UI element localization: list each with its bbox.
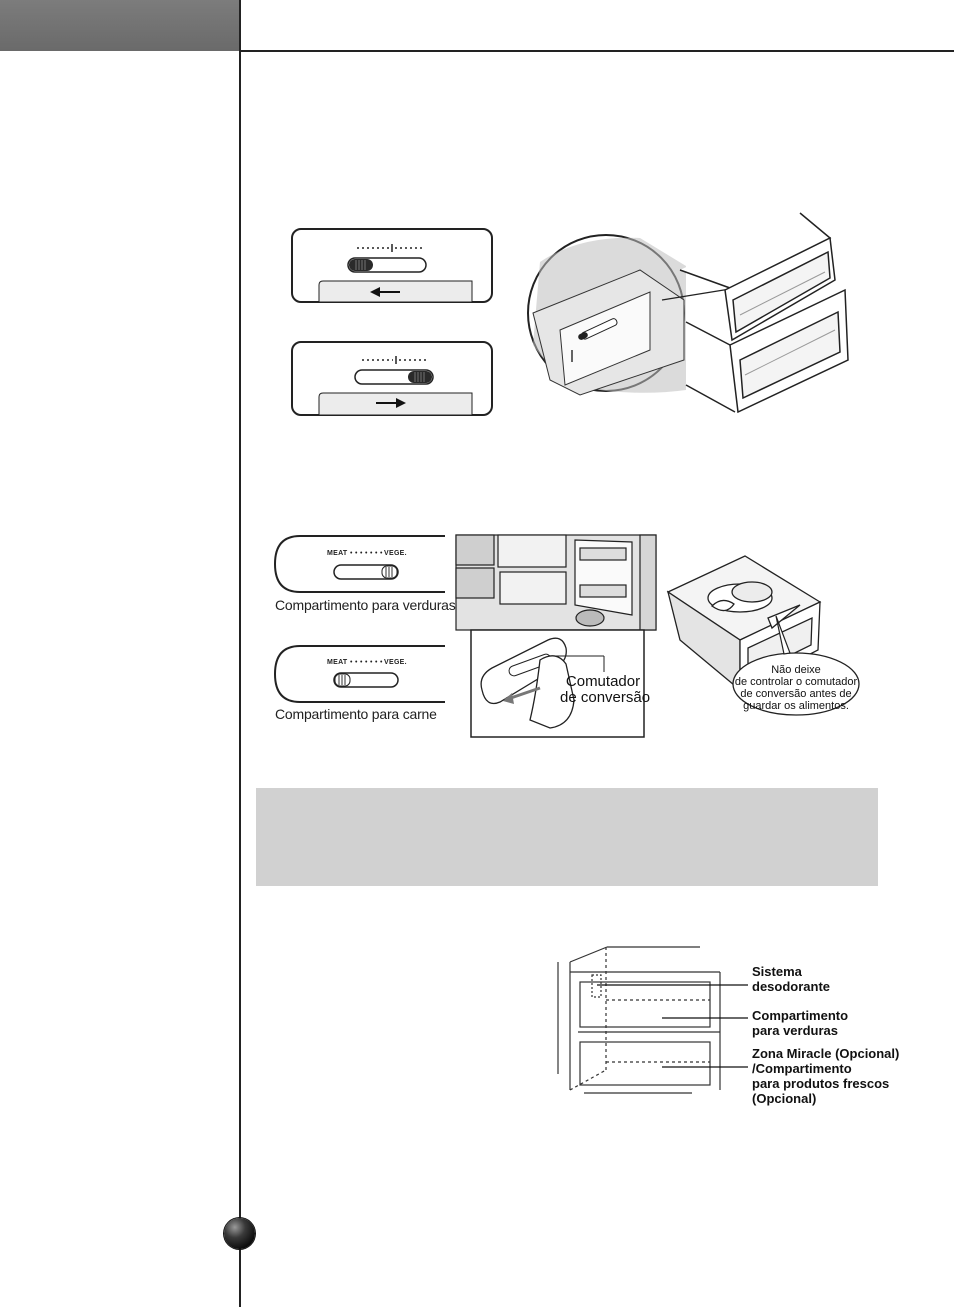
callout-vegetable-line-2: para verduras (752, 1023, 838, 1038)
slider-meat-label: MEAT (327, 659, 348, 666)
switch-callout-line-1: Comutador (565, 673, 641, 690)
warning-line-3: de conversão antes de (740, 688, 852, 700)
callout-deodorizer-line-1: Sistema (752, 964, 802, 979)
magnified-slider-detail (528, 235, 686, 395)
fridge-interior-illustration (456, 535, 656, 630)
callout-vegetable-compartment (752, 1008, 848, 1038)
switch-callout-line-2: de conversão (560, 689, 651, 706)
callout-deodorizer-line-2: desodorante (752, 979, 831, 994)
slider-panel-right (292, 342, 492, 415)
caption-vegetables: Compartimento para verduras (275, 597, 456, 613)
warning-line-4: guardar os alimentos. (743, 700, 849, 712)
callout-miracle-line-2: /Compartimento (752, 1061, 852, 1076)
warning-line-1: Não deixe (771, 664, 821, 676)
switch-panel-meat (275, 646, 445, 702)
callout-miracle-line-3: para produtos frescos (752, 1076, 890, 1091)
callout-vegetable-line-1: Compartimento (752, 1008, 849, 1023)
warning-note (733, 664, 859, 712)
slider-vege-label: VEGE. (384, 550, 407, 557)
callout-deodorizer (752, 964, 830, 994)
slider-vege-label: VEGE. (384, 659, 407, 666)
slider-dots: • • • • • • • (350, 550, 383, 557)
slider-dots: • • • • • • • (350, 659, 383, 666)
caption-meat: Compartimento para carne (275, 706, 437, 722)
callout-miracle-zone (752, 1046, 899, 1106)
warning-line-2: de controlar o comutador (734, 676, 858, 688)
switch-callout (560, 673, 651, 706)
crisper-section-illustration (558, 947, 748, 1093)
callout-miracle-line-4: (Opcional) (752, 1091, 817, 1106)
slider-meat-label: MEAT (327, 550, 348, 557)
switch-panel-vegetables (275, 536, 445, 592)
crisper-drawers-illustration (680, 213, 848, 412)
callout-miracle-line-1: Zona Miracle (Opcional) (752, 1046, 900, 1061)
